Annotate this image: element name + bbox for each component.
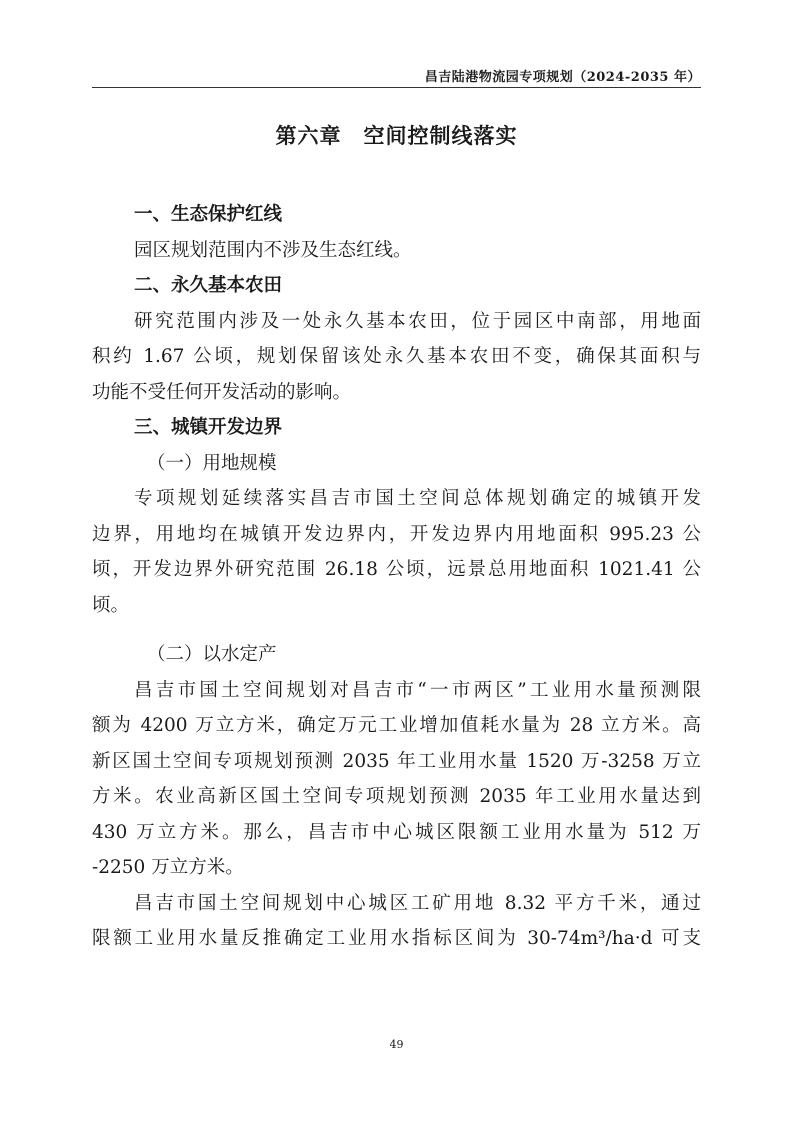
page-number: 49 xyxy=(389,1038,404,1051)
paragraph-line: 昌吉市国土空间规划对昌吉市“一市两区”工业用水量预测限 xyxy=(134,679,701,701)
section-heading-ecological-redline: 一、生态保护红线 xyxy=(134,204,283,225)
paragraph-line: 顷。 xyxy=(92,594,130,616)
chapter-title: 第六章 空间控制线落实 xyxy=(275,124,518,148)
paragraph-line: 昌吉市国土空间规划中心城区工矿用地 8.32 平方千米，通过 xyxy=(134,892,701,914)
paragraph-line: -2250 万立方米。 xyxy=(92,857,244,878)
paragraph-line: 方米。农业高新区国土空间专项规划预测 2035 年工业用水量达到 xyxy=(92,786,701,807)
subsection-heading-water-based-production: （二）以水定产 xyxy=(147,644,277,665)
header-divider xyxy=(92,87,701,88)
paragraph-line: 顷，开发边界外研究范围 26.18 公顷，远景总用地面积 1021.41 公 xyxy=(92,559,701,580)
subsection-heading-land-scale: （一）用地规模 xyxy=(147,452,277,474)
paragraph-line: 边界，用地均在城镇开发边界内，开发边界内用地面积 995.23 公 xyxy=(92,523,701,545)
paragraph-line: 园区规划范围内不涉及生态红线。 xyxy=(134,239,412,261)
paragraph-line: 430 万立方米。那么，昌吉市中心城区限额工业用水量为 512 万 xyxy=(92,821,701,843)
paragraph-line: 专项规划延续落实昌吉市国土空间总体规划确定的城镇开发 xyxy=(134,488,701,509)
document-body xyxy=(92,197,701,957)
paragraph-line: 积约 1.67 公顷，规划保留该处永久基本农田不变，确保其面积与 xyxy=(92,346,701,367)
paragraph-line: 研究范围内涉及一处永久基本农田，位于园区中南部，用地面 xyxy=(134,310,701,332)
paragraph-line: 额为 4200 万立方米，确定万元工业增加值耗水量为 28 立方米。高 xyxy=(92,715,701,736)
section-heading-urban-boundary: 三、城镇开发边界 xyxy=(134,417,283,438)
paragraph-line: 新区国土空间专项规划预测 2035 年工业用水量 1520 万-3258 万立 xyxy=(92,750,701,772)
section-heading-farmland: 二、永久基本农田 xyxy=(134,275,283,296)
paragraph-line: 功能不受任何开发活动的影响。 xyxy=(92,381,352,403)
running-header-title: 昌吉陆港物流园专项规划（2024-2035 年） xyxy=(424,70,701,85)
paragraph-line: 限额工业用水量反推确定工业用水指标区间为 30-74m³/ha·d 可支 xyxy=(92,928,701,949)
